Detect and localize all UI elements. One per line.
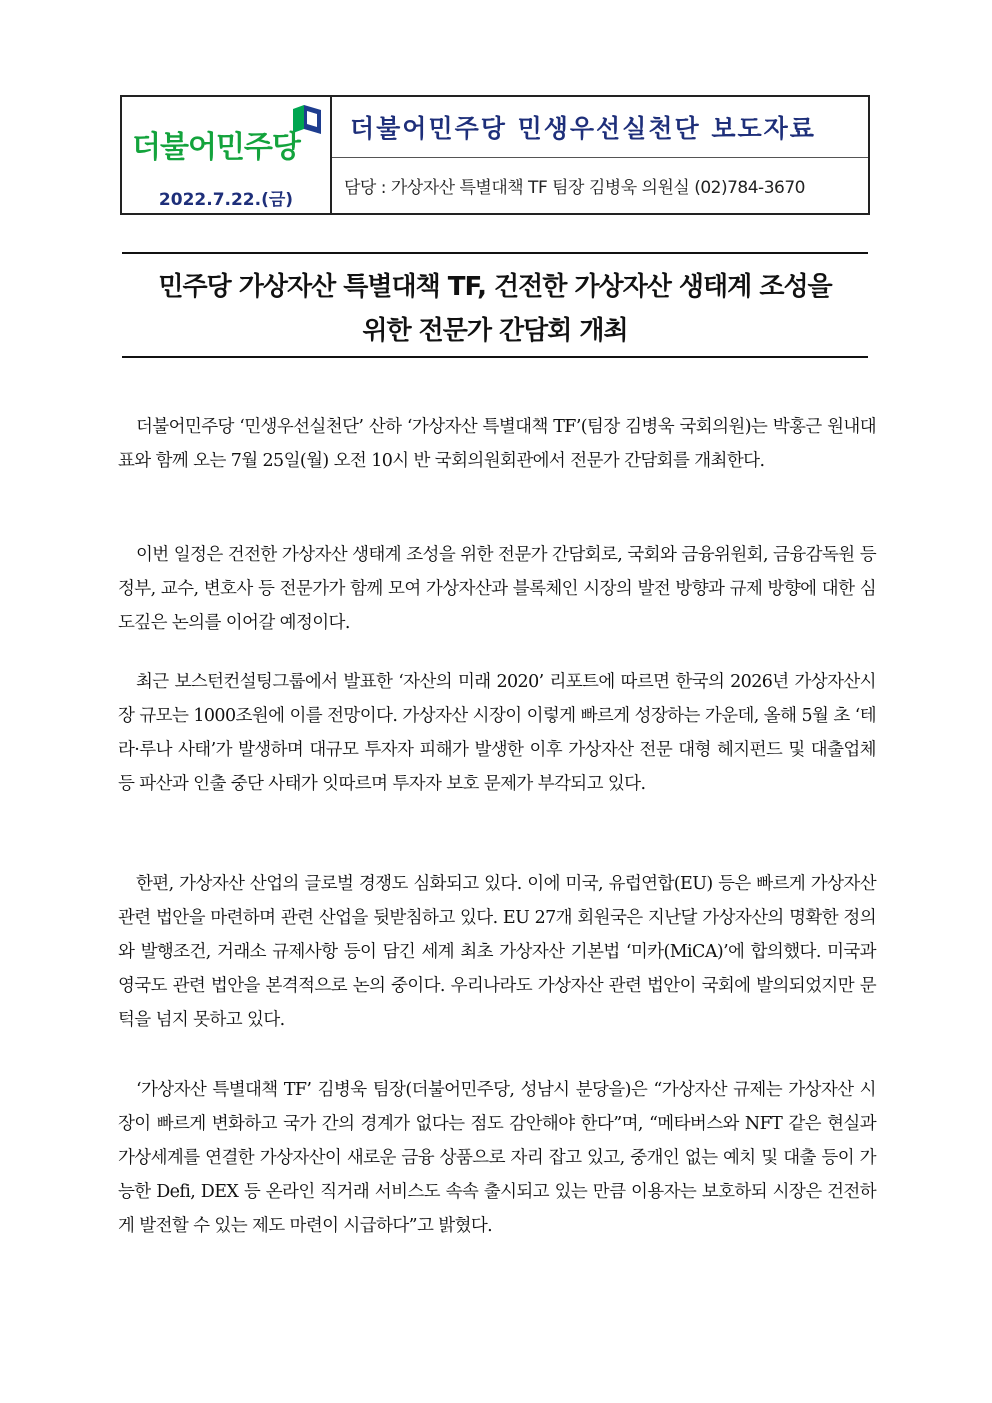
headline-line-2: 위한 전문가 간담회 개최 [362,316,628,346]
body-paragraph-3: 최근 보스턴컨설팅그룹에서 발표한 ‘자산의 미래 2020’ 리포트에 따르면 한국의 2026년 가상자산시장 규모는 1000조원에 이를 전망이다. 가상자산 시장이 이렇게 빠르게 성장하는 가운데, 올해 5월 초 ‘테라·루나 사태’가 발생하며 대규모 투자자 피해가 발생한 이후 가상자산 전문 대형 헤지펀드 및 대출업체 등 파산과 인출 중단 사태가 잇따르며 투자자 보호 문제가 부각되고 있다. [118,672,876,794]
contact-info: 담당 : 가상자산 특별대책 TF 팀장 김병욱 의원실 (02)784-3670 [344,178,805,198]
logo-cell [122,97,332,213]
party-logo-text: 더불어민주당 [132,130,300,165]
body-paragraph-1: 더불어민주당 ‘민생우선실천단’ 산하 ‘가상자산 특별대책 TF’(팀장 김병욱 국회의원)는 박홍근 원내대표와 함께 오는 7월 25일(월) 오전 10시 반 국회의원회관에서 전문가 간담회를 개최한다. [118,417,876,471]
header-right [332,97,868,213]
headline-block [122,252,868,358]
headline-line-1: 민주당 가상자산 특별대책 TF, 건전한 가상자산 생태계 조성을 [158,272,832,302]
press-release-header [120,95,870,215]
body-paragraph-4: 한편, 가상자산 산업의 글로벌 경쟁도 심화되고 있다. 이에 미국, 유럽연합(EU) 등은 빠르게 가상자산 관련 법안을 마련하며 관련 산업을 뒷받침하고 있다. EU 27개 회원국은 지난달 가상자산의 명확한 정의와 발행조건, 거래소 규제사항 등이 담긴 세계 최초 가상자산 기본법 ‘미카(MiCA)’에 합의했다. 미국과 영국도 관련 법안을 본격적으로 논의 중이다. 우리나라도 가상자산 관련 법안이 국회에 발의되었지만 문턱을 넘지 못하고 있다. [118,874,876,1030]
body-paragraph-2: 이번 일정은 건전한 가상자산 생태계 조성을 위한 전문가 간담회로, 국회와 금융위원회, 금융감독원 등 정부, 교수, 변호사 등 전문가가 함께 모여 가상자산과 블록체인 시장의 발전 방향과 규제 방향에 대한 심도깊은 논의를 이어갈 예정이다. [118,545,876,633]
release-date: 2022.7.22.(금) [158,190,294,210]
body-paragraph-5: ‘가상자산 특별대책 TF’ 김병욱 팀장(더불어민주당, 성남시 분당을)은 “가상자산 규제는 가상자산 시장이 빠르게 변화하고 국가 간의 경계가 없다는 점도 감안해야 한다”며, “메타버스와 NFT 같은 현실과 가상세계를 연결한 가상자산이 새로운 금융 상품으로 자리 잡고 있고, 중개인 없는 예치 및 대출 등이 가능한 Defi, DEX 등 온라인 직거래 서비스도 속속 출시되고 있는 만큼 이용자는 보호하되 시장은 건전하게 발전할 수 있는 제도 마련이 시급하다”고 밝혔다. [118,1080,876,1236]
org-title: 더불어민주당 민생우선실천단 보도자료 [332,97,868,158]
